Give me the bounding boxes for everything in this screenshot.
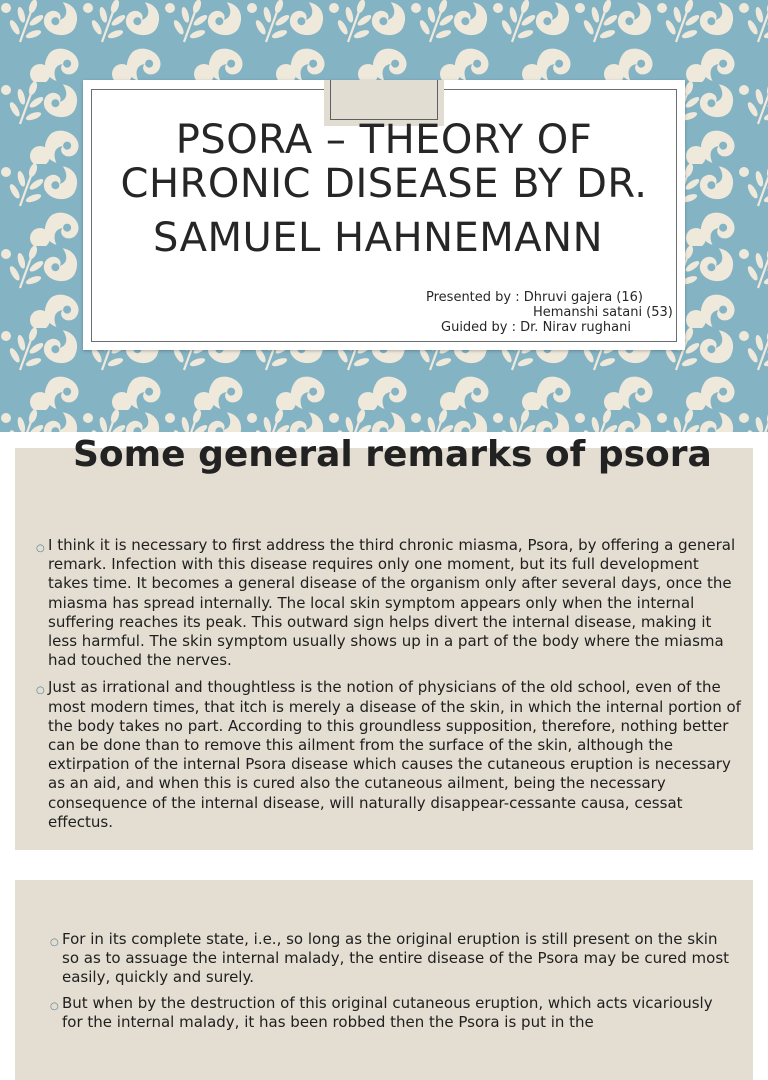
presented-by: Presented by : Dhruvi gajera (16) xyxy=(426,290,643,305)
small-circle-bullet-icon: ○ xyxy=(50,1000,59,1012)
bullet-list xyxy=(44,930,734,1038)
bullet-item xyxy=(30,536,742,670)
bullet-text: For in its complete state, i.e., so long as the original eruption is still present on the skin so as to assuage the internal malady, the entire disease of the Psora may be cured most easily, quickly and surely. xyxy=(62,930,730,987)
title-line-2: CHRONIC DISEASE BY DR. xyxy=(120,161,648,207)
general-remarks-slide xyxy=(15,434,753,850)
slide-heading: Some general remarks of psora xyxy=(73,434,712,475)
bullet-item xyxy=(44,930,734,988)
title-line-3: SAMUEL HAHNEMANN xyxy=(153,215,603,261)
title-slide xyxy=(0,0,768,432)
bullet-item xyxy=(44,994,734,1032)
bullet-list xyxy=(30,536,742,840)
bullet-text: Just as irrational and thoughtless is the notion of physicians of the old school, even of the most modern times, that itch is merely a disease of the skin, in which the internal portion of the body takes no part. According to this groundless supposition, therefore, nothing better can be done than to remove this ailment from the surface of the skin, although the extirpation of the internal Psora disease which causes the cutaneous eruption is necessary as an aid, and when this is cured also the cutaneous ailment, being the necessary consequence of the internal disease, will naturally disappear-cessante causa, cessat effectus. xyxy=(48,678,741,831)
small-circle-bullet-icon: ○ xyxy=(50,937,59,948)
presentation-title xyxy=(83,118,685,260)
continuation-slide xyxy=(15,880,753,1080)
presenter-2: Hemanshi satani (53) xyxy=(533,305,673,320)
bullet-text: But when by the destruction of this original cutaneous eruption, which acts vicariously for the internal malady, it has been robbed then the Psora is put in the xyxy=(62,993,713,1031)
title-line-1: PSORA – THEORY OF xyxy=(175,117,593,163)
small-circle-bullet-icon: ○ xyxy=(36,543,45,554)
small-circle-bullet-icon: ○ xyxy=(36,685,45,697)
bullet-item xyxy=(30,678,742,832)
guided-by: Guided by : Dr. Nirav rughani xyxy=(441,320,631,335)
title-card xyxy=(83,80,685,350)
bullet-text: I think it is necessary to first address the third chronic miasma, Psora, by offering a general remark. Infection with this disease requires only one moment, but its full development takes time. It becomes a general disease of the organism only after several days, once the miasma has spread internally. The local skin symptom appears only when the internal suffering reaches its peak. This outward sign helps divert the internal disease, making it less harmful. The skin symptom usually shows up in a part of the body where the miasma had touched the nerves. xyxy=(48,536,736,670)
